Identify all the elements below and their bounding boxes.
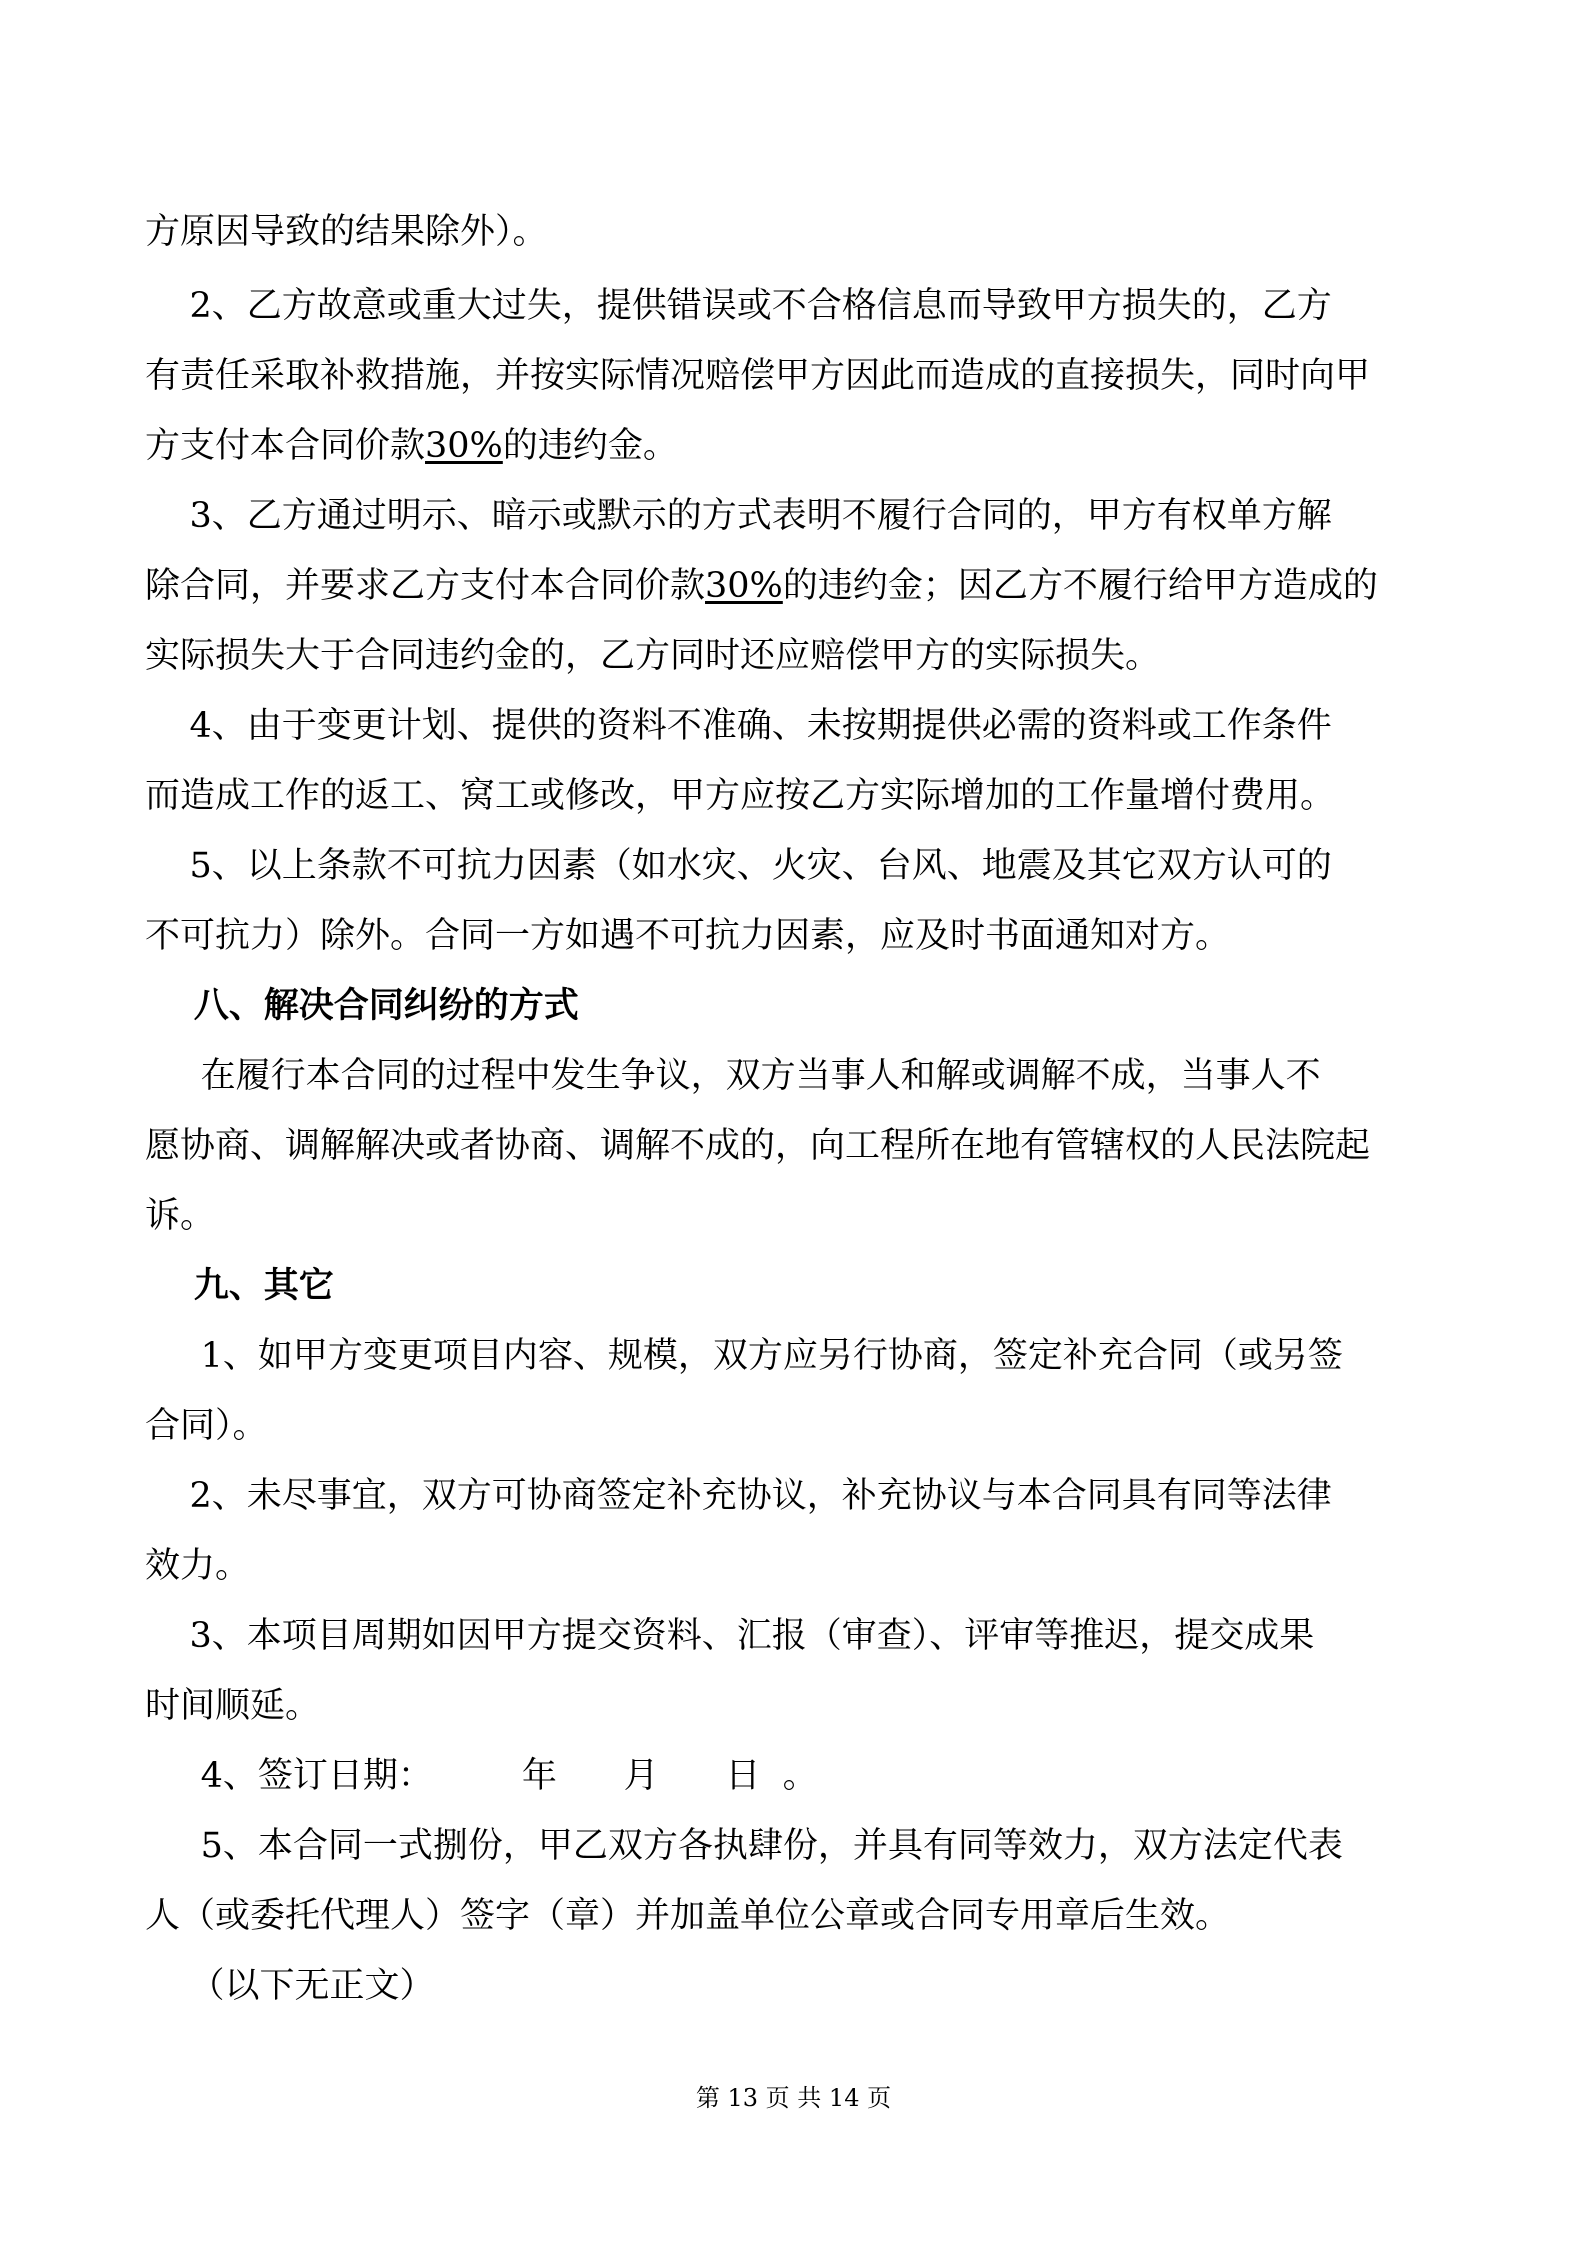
paragraph-line xyxy=(145,562,1445,610)
paragraph-line: 1、如甲方变更项目内容、规模，双方应另行协商，签定补充合同（或另签 xyxy=(145,1336,1343,1376)
section-heading: 八、解决合同纠纷的方式 xyxy=(145,985,579,1026)
paragraph-line: 5、本合同一式捌份，甲乙双方各执肆份，并具有同等效力，双方法定代表 xyxy=(145,1826,1343,1866)
text-run: 方支付本合同价款 xyxy=(145,426,426,466)
paragraph-line: 实际损失大于合同违约金的，乙方同时还应赔偿甲方的实际损失。 xyxy=(145,636,1161,676)
text-run: 除合同，并要求乙方支付本合同价款 xyxy=(145,566,706,606)
paragraph-line: 人（或委托代理人）签字（章）并加盖单位公章或合同专用章后生效。 xyxy=(145,1896,1231,1936)
paragraph-line: 有责任采取补救措施，并按实际情况赔偿甲方因此而造成的直接损失，同时向甲 xyxy=(145,356,1371,396)
paragraph-line: 3、本项目周期如因甲方提交资料、汇报（审查）、评审等推迟，提交成果 xyxy=(145,1616,1315,1656)
paragraph-line: 2、未尽事宜，双方可协商签定补充协议，补充协议与本合同具有同等法律 xyxy=(145,1476,1332,1516)
page-number-footer: 第 13 页 共 14 页 xyxy=(695,2084,892,2112)
text-run: 的违约金。 xyxy=(502,426,678,466)
paragraph-line: 不可抗力）除外。合同一方如遇不可抗力因素，应及时书面通知对方。 xyxy=(145,916,1231,956)
paragraph-line: 2、乙方故意或重大过失，提供错误或不合格信息而导致甲方损失的，乙方 xyxy=(145,286,1332,326)
penalty-percent: 30% xyxy=(705,566,783,606)
penalty-percent: 30% xyxy=(425,426,503,466)
paragraph-line: 诉。 xyxy=(145,1196,216,1236)
end-of-text-note: （以下无正文） xyxy=(145,1966,435,2006)
paragraph-line xyxy=(145,422,1445,470)
paragraph-line: 方原因导致的结果除外）。 xyxy=(145,212,548,252)
paragraph-line: 在履行本合同的过程中发生争议，双方当事人和解或调解不成，当事人不 xyxy=(145,1056,1321,1096)
paragraph-line: 4、由于变更计划、提供的资料不准确、未按期提供必需的资料或工作条件 xyxy=(145,706,1332,746)
paragraph-line: 时间顺延。 xyxy=(145,1686,321,1726)
signing-date-line: 4、签订日期： 年 月 日 。 xyxy=(145,1756,818,1796)
paragraph-line: 合同）。 xyxy=(145,1406,268,1446)
section-heading: 九、其它 xyxy=(145,1265,334,1306)
paragraph-line: 效力。 xyxy=(145,1546,251,1586)
paragraph-line: 而造成工作的返工、窝工或修改，甲方应按乙方实际增加的工作量增付费用。 xyxy=(145,776,1336,816)
text-run: 的违约金；因乙方不履行给甲方造成的 xyxy=(782,566,1378,606)
paragraph-line: 5、以上条款不可抗力因素（如水灾、火灾、台风、地震及其它双方认可的 xyxy=(145,846,1332,886)
paragraph-line: 3、乙方通过明示、暗示或默示的方式表明不履行合同的，甲方有权单方解 xyxy=(145,496,1332,536)
paragraph-line: 愿协商、调解解决或者协商、调解不成的，向工程所在地有管辖权的人民法院起 xyxy=(145,1126,1371,1166)
